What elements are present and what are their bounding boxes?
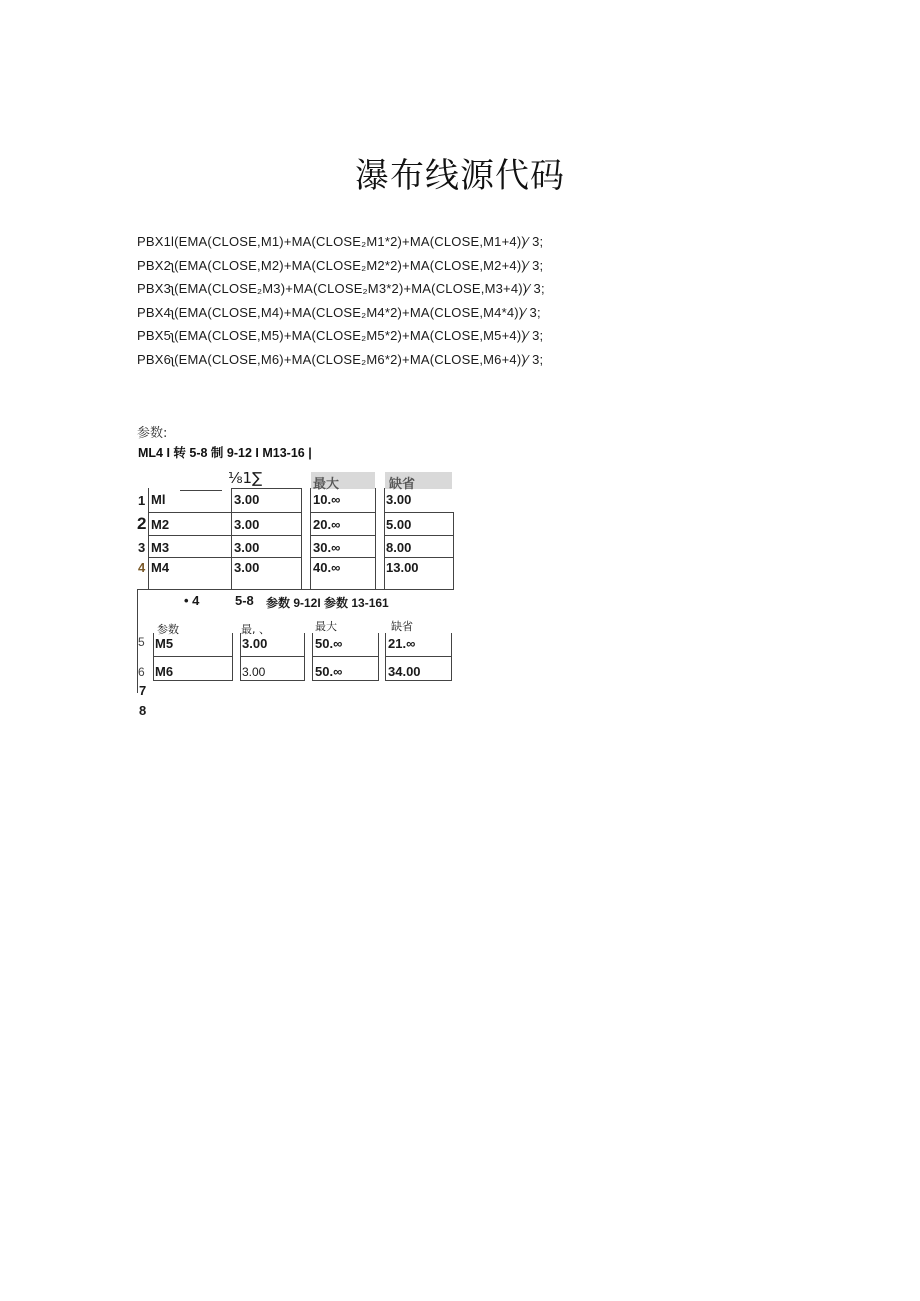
row-index: 5 bbox=[138, 635, 145, 649]
param-name: M4 bbox=[151, 560, 170, 575]
param-default: 5.00 bbox=[386, 517, 412, 532]
param-default: 13.00 bbox=[386, 560, 419, 575]
grid-line bbox=[240, 633, 241, 681]
tab-params-5-8[interactable]: 5-8 bbox=[235, 593, 254, 608]
param-default: 3.00 bbox=[386, 492, 412, 507]
grid-line bbox=[385, 633, 386, 681]
grid-line bbox=[310, 488, 311, 589]
param-default: 21.∞ bbox=[388, 636, 416, 651]
param-name: Ml bbox=[151, 492, 166, 507]
grid-line bbox=[231, 488, 232, 589]
row-index: 2 bbox=[137, 514, 147, 533]
grid-line bbox=[232, 633, 233, 681]
grid-line bbox=[240, 680, 305, 681]
grid-line bbox=[384, 512, 454, 513]
row-index: 3 bbox=[138, 540, 146, 555]
grid-line bbox=[385, 656, 452, 657]
param-min: 3.00 bbox=[242, 636, 268, 651]
grid-line bbox=[312, 656, 379, 657]
grid-line bbox=[453, 512, 454, 589]
param-max: 30.∞ bbox=[313, 540, 341, 555]
grid-line bbox=[310, 512, 376, 513]
row-index: 8 bbox=[139, 703, 147, 718]
grid-line bbox=[148, 557, 302, 558]
grid-line bbox=[153, 656, 233, 657]
param-name: M3 bbox=[151, 540, 170, 555]
source-code-block bbox=[137, 230, 837, 372]
code-line: PBX4ʅ(EMA(CLOSE,M4)+MA(CLOSE₂M4*2)+MA(CLOSE,M4*4))⁄ 3; bbox=[137, 304, 541, 320]
param-name: M6 bbox=[155, 664, 174, 679]
grid-line bbox=[153, 680, 233, 681]
params-label: 参数: bbox=[137, 426, 168, 441]
grid-line bbox=[375, 488, 376, 589]
code-line: PBX3ʅ(EMA(CLOSE₂M3)+MA(CLOSE₂M3*2)+MA(CLOSE,M3+4))⁄ 3; bbox=[137, 281, 545, 297]
page-title: 瀑布线源代码 bbox=[355, 156, 565, 196]
grid-line bbox=[231, 488, 302, 489]
grid-line bbox=[384, 488, 385, 589]
grid-line bbox=[304, 633, 305, 681]
code-line: PBX1l(EMA(CLOSE,M1)+MA(CLOSE₂M1*2)+MA(CLOSE,M1+4))⁄ 3; bbox=[137, 234, 544, 249]
param-default: 8.00 bbox=[386, 540, 412, 555]
grid-line bbox=[240, 656, 305, 657]
grid-line bbox=[310, 557, 376, 558]
param-min: 3.00 bbox=[242, 665, 266, 679]
grid-line bbox=[385, 680, 452, 681]
grid-line bbox=[384, 557, 454, 558]
row-index: 4 bbox=[138, 560, 146, 575]
column-header-default: 缺省 bbox=[389, 476, 416, 491]
column-header-param: 参数 bbox=[157, 623, 179, 636]
row-index: 6 bbox=[138, 665, 145, 679]
row-index: 7 bbox=[139, 683, 147, 698]
column-header-min: ⅛1∑ bbox=[228, 469, 263, 487]
param-min: 3.00 bbox=[234, 517, 260, 532]
grid-line bbox=[451, 633, 452, 681]
param-name: M2 bbox=[151, 517, 170, 532]
grid-line bbox=[378, 633, 379, 681]
divider bbox=[180, 490, 222, 491]
grid-line bbox=[148, 512, 302, 513]
param-max: 50.∞ bbox=[315, 636, 343, 651]
param-min: 3.00 bbox=[234, 492, 260, 507]
param-min: 3.00 bbox=[234, 540, 260, 555]
row-index: 1 bbox=[138, 493, 146, 508]
column-header-max: 最大 bbox=[315, 620, 337, 633]
tab-params-9-16[interactable]: 参数 9-12I 参数 13-161 bbox=[266, 596, 389, 610]
param-name: M5 bbox=[155, 636, 174, 651]
grid-line bbox=[137, 589, 454, 590]
param-max: 20.∞ bbox=[313, 517, 341, 532]
param-default: 34.00 bbox=[388, 664, 421, 679]
param-min: 3.00 bbox=[234, 560, 260, 575]
grid-line bbox=[153, 633, 154, 681]
param-max: 50.∞ bbox=[315, 664, 343, 679]
grid-line bbox=[384, 535, 454, 536]
column-header-max: 最大 bbox=[313, 476, 340, 491]
grid-line bbox=[312, 633, 313, 681]
code-line: PBX5ʅ(EMA(CLOSE,M5)+MA(CLOSE₂M5*2)+MA(CLOSE,M5+4))⁄ 3; bbox=[137, 328, 544, 344]
param-max: 10.∞ bbox=[313, 492, 341, 507]
grid-line bbox=[310, 535, 376, 536]
grid-line bbox=[312, 680, 379, 681]
tab-params-1-4[interactable]: • 4 bbox=[184, 593, 200, 608]
param-max: 40.∞ bbox=[313, 560, 341, 575]
grid-line bbox=[148, 535, 302, 536]
params-tab-header: ML4 I 转 5-8 制 9-12 I M13-16 | bbox=[138, 446, 312, 460]
code-line: PBX2ʅ(EMA(CLOSE,M2)+MA(CLOSE₂M2*2)+MA(CLOSE,M2+4))⁄ 3; bbox=[137, 257, 544, 273]
grid-line bbox=[301, 488, 302, 589]
grid-line bbox=[148, 488, 149, 589]
column-header-default: 缺省 bbox=[391, 620, 413, 633]
column-header-min: 最, 、 bbox=[241, 623, 270, 636]
code-line: PBX6ʅ(EMA(CLOSE,M6)+MA(CLOSE₂M6*2)+MA(CLOSE,M6+4))⁄ 3; bbox=[137, 351, 544, 367]
